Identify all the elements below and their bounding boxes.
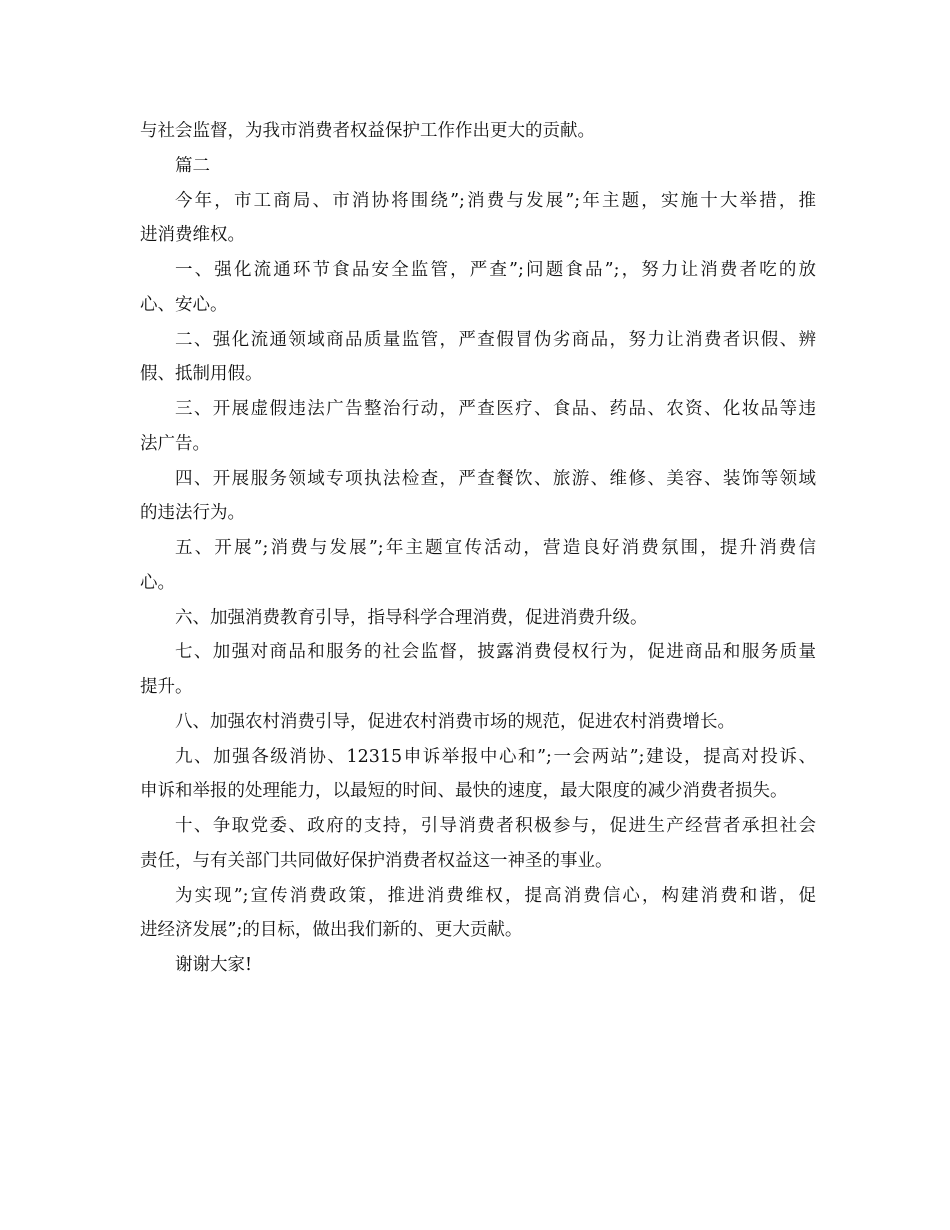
paragraph-line: 七、加强对商品和服务的社会监督，披露消费侵权行为，促进商品和服务质量	[175, 642, 816, 663]
paragraph-line: 八、加强农村消费引导，促进农村消费市场的规范，促进农村消费增长。	[175, 711, 735, 732]
paragraph-line: 五、开展”;消费与发展”;年主题宣传活动，营造良好消费氛围，提升消费信	[175, 538, 816, 558]
paragraph-line: 责任，与有关部门共同做好保护消费者权益这一神圣的事业。	[140, 850, 613, 871]
paragraph-line: 今年，市工商局、市消协将围绕”;消费与发展”;年主题，实施十大举措，推	[175, 190, 816, 211]
paragraph-line: 进经济发展”;的目标，做出我们新的、更大贡献。	[140, 920, 523, 941]
section-heading: 篇二	[175, 155, 210, 176]
paragraph-line: 申诉和举报的处理能力，以最短的时间、最快的速度，最大限度的减少消费者损失。	[140, 781, 788, 802]
paragraph-line: 法广告。	[140, 433, 210, 454]
paragraph-line: 九、加强各级消协、12315申诉举报中心和”;一会两站”;建设，提高对投诉、	[175, 746, 816, 767]
paragraph-line: 进消费维权。	[140, 225, 245, 246]
paragraph-line: 一、强化流通环节食品安全监管，严查”;问题食品”;，努力让消费者吃的放	[175, 260, 816, 280]
document-body	[140, 114, 816, 983]
paragraph-line: 心、安心。	[140, 294, 228, 315]
paragraph-line: 心。	[140, 572, 175, 593]
paragraph-line: 提升。	[140, 677, 193, 697]
paragraph-line: 假、抵制用假。	[140, 364, 263, 385]
paragraph-line: 为实现”;宣传消费政策，推进消费维权，提高消费信心，构建消费和谐，促	[175, 885, 816, 906]
paragraph-line: 三、开展虚假违法广告整治行动，严查医疗、食品、药品、农资、化妆品等违	[175, 399, 816, 419]
paragraph-line: 二、强化流通领域商品质量监管，严查假冒伪劣商品，努力让消费者识假、辨	[175, 329, 816, 350]
paragraph-line: 的违法行为。	[140, 503, 245, 524]
text-line: 与社会监督，为我市消费者权益保护工作作出更大的贡献。	[140, 121, 595, 141]
paragraph-line: 四、开展服务领域专项执法检查，严查餐饮、旅游、维修、美容、装饰等领域	[175, 468, 816, 489]
paragraph-line: 十、争取党委、政府的支持，引导消费者积极参与，促进生产经营者承担社会	[175, 816, 816, 836]
closing-line: 谢谢大家!	[175, 955, 253, 975]
paragraph-line: 六、加强消费教育引导，指导科学合理消费，促进消费升级。	[175, 607, 648, 628]
